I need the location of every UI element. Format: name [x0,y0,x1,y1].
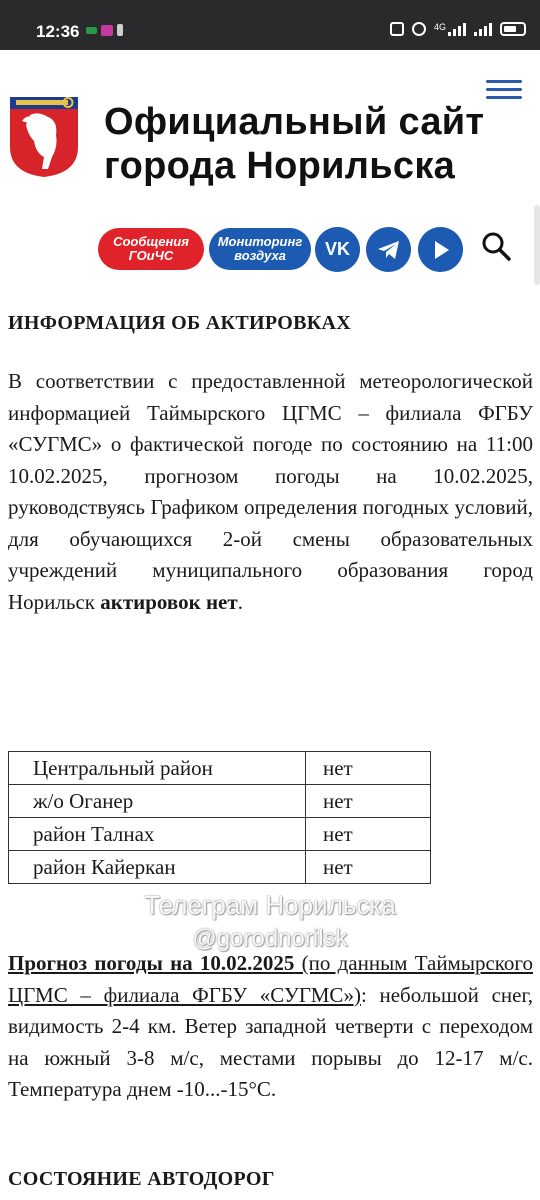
district-cell: район Талнах [9,818,306,851]
network-type-label: 4G [433,22,446,32]
norilsk-coat-of-arms-logo[interactable] [8,95,80,179]
system-icons [390,22,526,36]
table-row [9,818,431,851]
forecast-title: Прогноз погоды на 10.02.2025 [8,951,295,975]
app-notification-icon [86,27,97,34]
activations-text-bold: актировок нет [100,589,238,614]
telegram-icon[interactable] [366,227,411,272]
table-row [9,752,431,785]
status-time: 12:36 [36,22,80,41]
site-title[interactable] [104,100,504,188]
air-monitoring-label-1: Мониторинг [217,234,303,249]
district-cell: район Кайеркан [9,851,306,884]
table-row [9,851,431,884]
battery-icon [500,22,526,36]
emergency-messages-label-2: ГОиЧС [128,248,174,263]
signal-icon-2 [474,22,492,36]
status-bar [0,0,540,50]
district-cell: ж/о Оганер [9,785,306,818]
activations-heading: ИНФОРМАЦИЯ ОБ АКТИРОВКАХ [8,312,352,334]
activations-text [8,366,533,618]
emergency-messages-button[interactable] [98,228,204,270]
forecast-text [8,948,533,1106]
activations-table [8,751,431,884]
search-icon[interactable] [480,230,512,262]
status-cell: нет [306,785,431,818]
site-title-line1: Официальный сайт [104,101,485,143]
site-title-line2: города Норильска [104,145,456,187]
table-row [9,785,431,818]
roads-heading: СОСТОЯНИЕ АВТОДОРОГ [8,1168,275,1190]
air-monitoring-button[interactable] [209,228,311,270]
emergency-messages-label-1: Сообщения [113,234,189,249]
nfc-icon [390,22,404,36]
battery-saver-icon [117,24,123,36]
vk-label: VK [324,239,350,259]
watermark-line1: Телеграм Норильска [144,890,396,920]
status-cell: нет [306,851,431,884]
district-cell: Центральный район [9,752,306,785]
play-triangle-icon [432,240,450,260]
forecast-details: : небольшой снег, видимость 2-4 км. Ветер западной четверти с переходом на южный 3-8 м/с, местами порывы до 12-17 м/с. Температура днем -10...-15°С. [8,982,533,1101]
signal-icon [434,22,466,36]
vk-icon[interactable] [315,227,360,272]
status-cell: нет [306,818,431,851]
watermark-line2: @gorodnorilsk [192,925,348,952]
page-scrollbar[interactable] [534,205,540,285]
alarm-icon [412,22,426,36]
play-video-icon[interactable] [418,227,463,272]
app-notification-icon [101,25,113,36]
notification-icons [86,24,123,36]
telegram-plane-icon [377,239,401,261]
air-monitoring-label-2: воздуха [234,248,286,263]
activations-text-main: В соответствии с предоставленной метеорологической информацией Таймырского ЦГМС – филиала ФГБУ «СУГМС» о фактической погоде по состоянию на 11:00 10.02.2025, прогнозом погоды на 10.02.2025, руководствуясь Графиком определения погодных условий, для обучающихся 2-ой смены образовательных учреждений муниципального образования город Норильск [8,369,533,614]
status-cell: нет [306,752,431,785]
hamburger-menu-button[interactable] [484,76,524,106]
forecast-title-link[interactable] [8,951,294,975]
forecast-source-link[interactable]: (по данным Таймырского ЦГМС – филиала ФГБУ «СУГМС») [8,951,534,1007]
activations-text-end: . [237,589,243,614]
